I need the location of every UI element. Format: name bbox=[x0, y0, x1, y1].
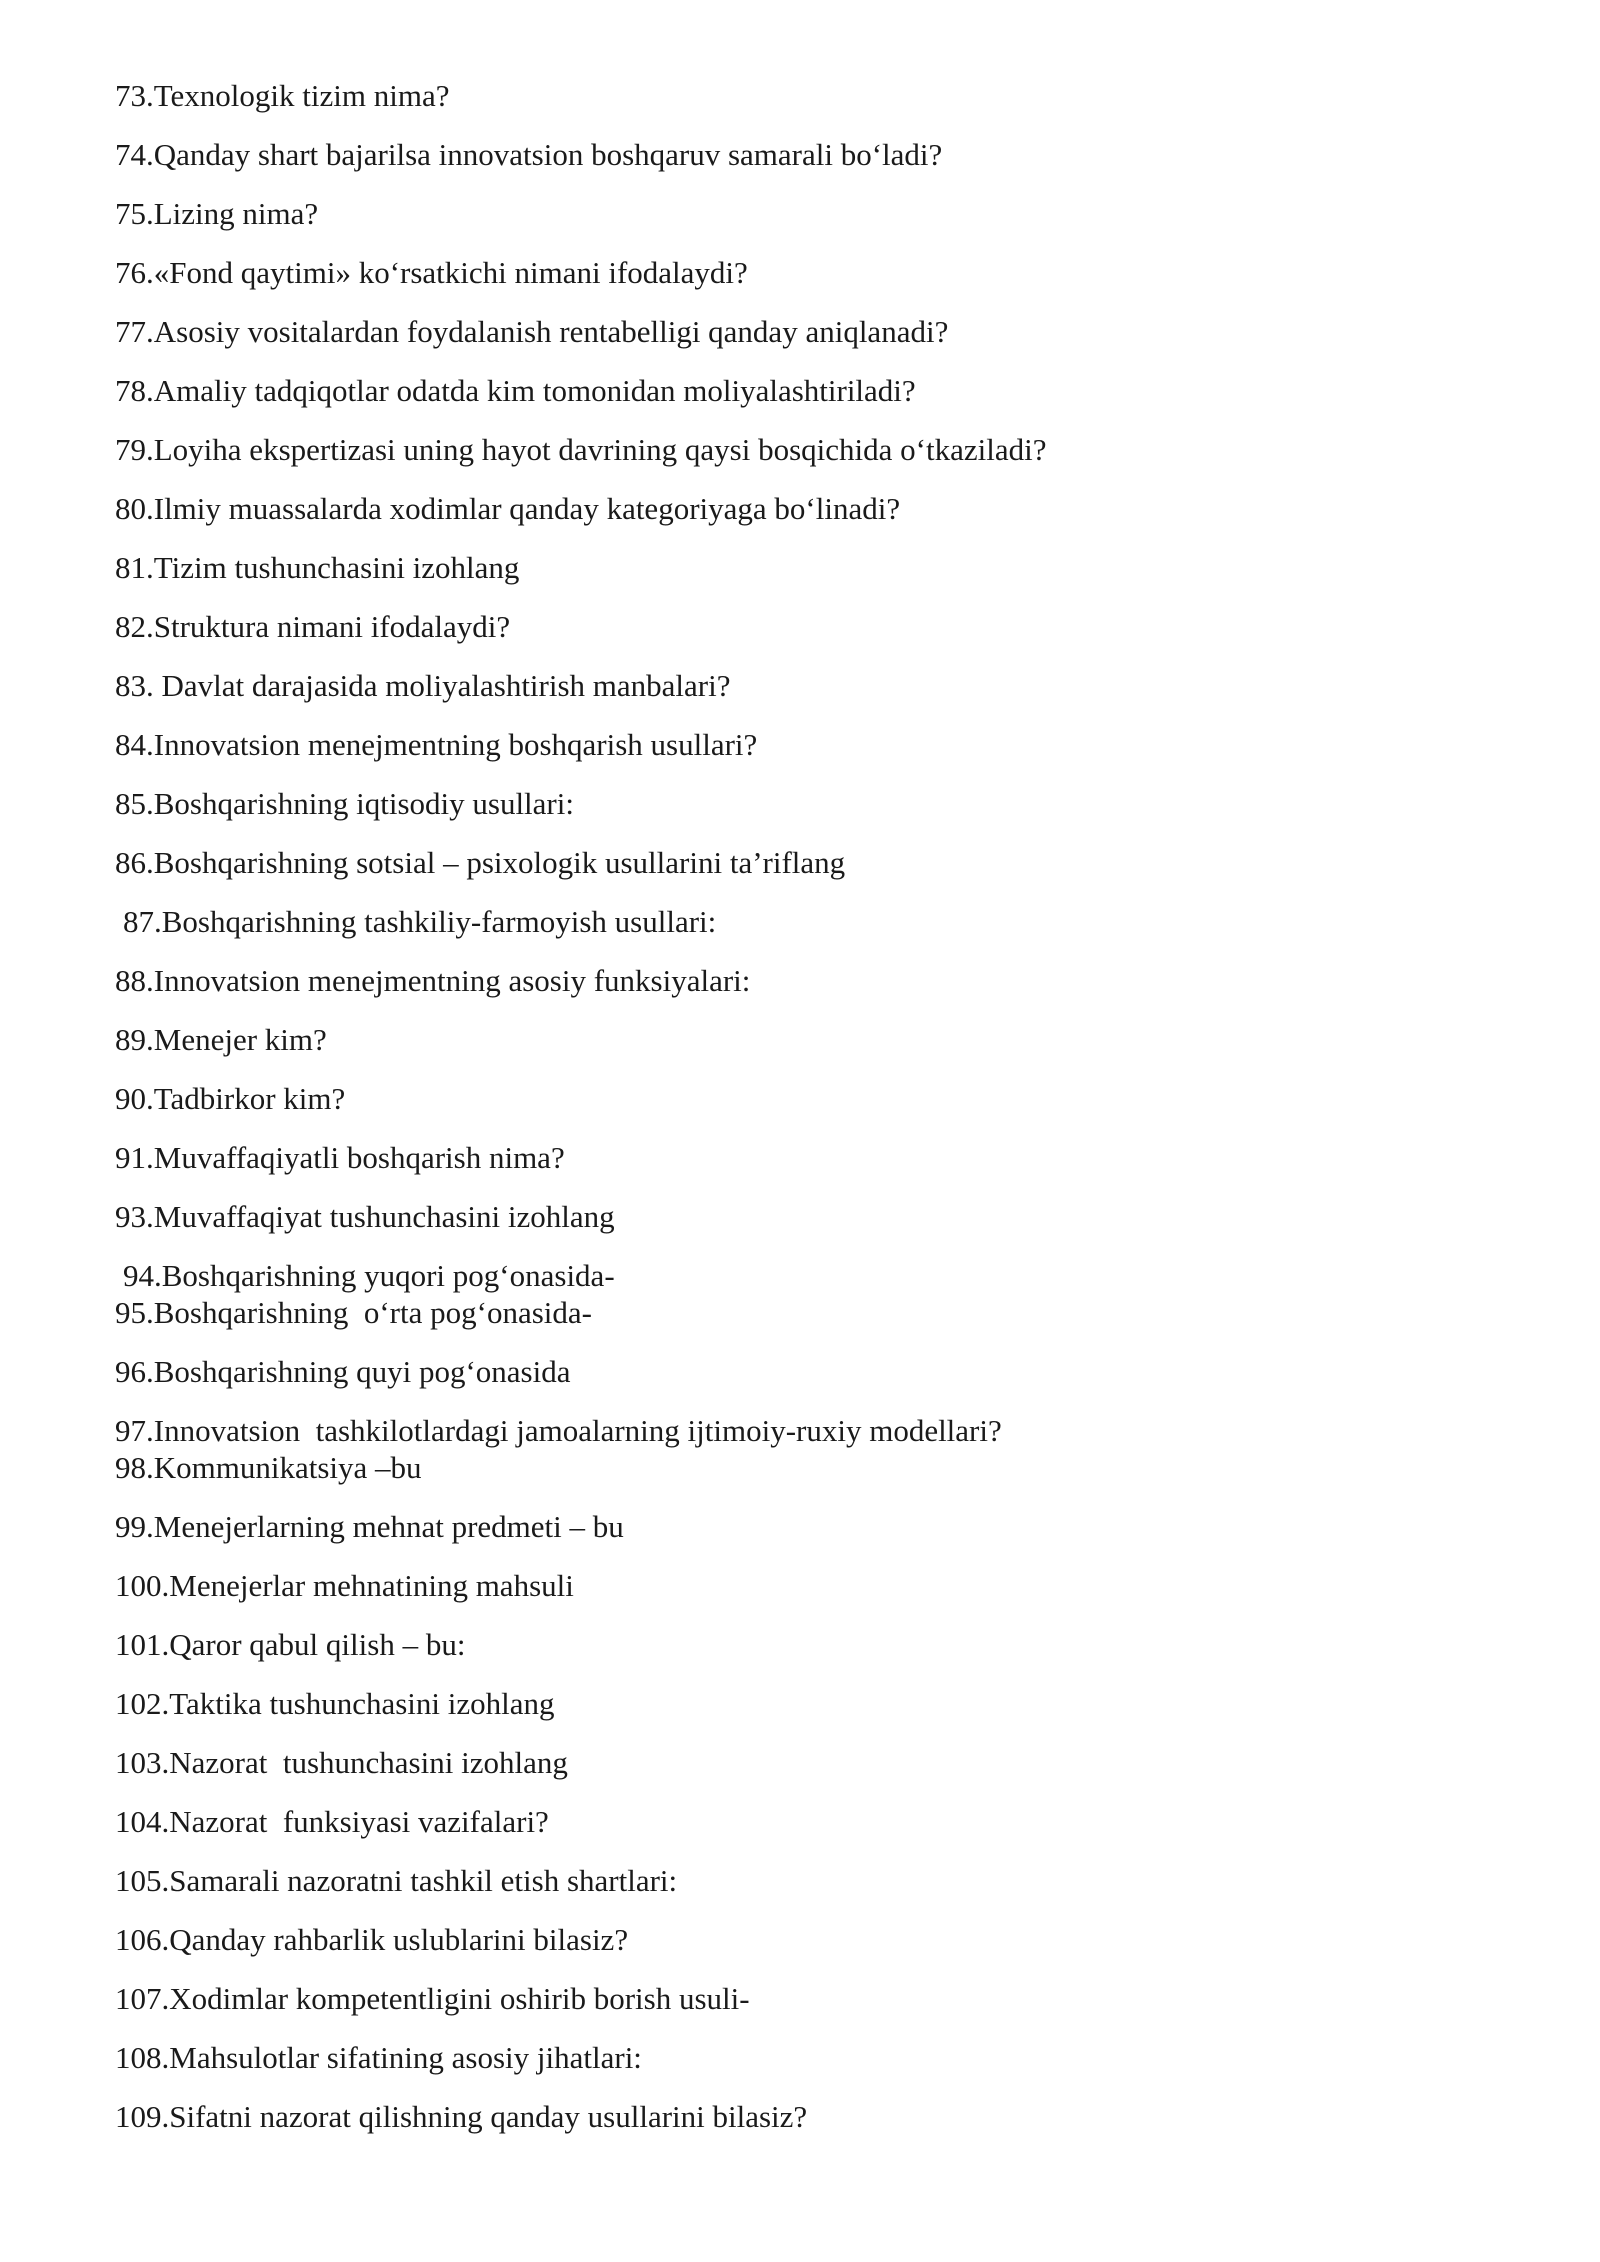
question-line: 76.«Fond qaytimi» ko‘rsatkichi nimani ifodalaydi? bbox=[115, 255, 748, 290]
question-line: 86.Boshqarishning sotsial – psixologik usullarini ta’riflang bbox=[115, 845, 846, 880]
question-line: 82.Struktura nimani ifodalaydi? bbox=[115, 609, 511, 644]
question-line: 84.Innovatsion menejmentning boshqarish usullari? bbox=[115, 727, 758, 762]
question-line: 74.Qanday shart bajarilsa innovatsion boshqaruv samarali bo‘ladi? bbox=[115, 137, 943, 172]
question-line: 90.Tadbirkor kim? bbox=[115, 1081, 346, 1116]
question-line: 89.Menejer kim? bbox=[115, 1022, 327, 1057]
question-line: 80.Ilmiy muassalarda xodimlar qanday kategoriyaga bo‘linadi? bbox=[115, 491, 901, 526]
question-line: 75.Lizing nima? bbox=[115, 196, 319, 231]
question-line: 96.Boshqarishning quyi pog‘onasida bbox=[115, 1354, 571, 1389]
question-line: 77.Asosiy vositalardan foydalanish rentabelligi qanday aniqlanadi? bbox=[115, 314, 949, 349]
question-line: 106.Qanday rahbarlik uslublarini bilasiz? bbox=[115, 1922, 629, 1957]
question-line: 81.Tizim tushunchasini izohlang bbox=[115, 550, 520, 585]
question-line: 98.Kommunikatsiya –bu bbox=[115, 1450, 422, 1485]
question-line: 109.Sifatni nazorat qilishning qanday usullarini bilasiz? bbox=[115, 2099, 808, 2134]
question-line: 102.Taktika tushunchasini izohlang bbox=[115, 1686, 555, 1721]
question-line: 104.Nazorat funksiyasi vazifalari? bbox=[115, 1804, 549, 1839]
question-line: 83. Davlat darajasida moliyalashtirish manbalari? bbox=[115, 668, 731, 703]
question-line: 87.Boshqarishning tashkiliy-farmoyish usullari: bbox=[123, 904, 717, 939]
question-line: 95.Boshqarishning o‘rta pog‘onasida- bbox=[115, 1295, 592, 1330]
question-line: 94.Boshqarishning yuqori pog‘onasida- bbox=[123, 1258, 615, 1293]
question-line: 79.Loyiha ekspertizasi uning hayot davrining qaysi bosqichida o‘tkaziladi? bbox=[115, 432, 1047, 467]
question-line: 85.Boshqarishning iqtisodiy usullari: bbox=[115, 786, 574, 821]
question-line: 100.Menejerlar mehnatining mahsuli bbox=[115, 1568, 574, 1603]
question-line: 73.Texnologik tizim nima? bbox=[115, 78, 450, 113]
question-line: 97.Innovatsion tashkilotlardagi jamoalarning ijtimoiy-ruxiy modellari? bbox=[115, 1413, 1002, 1448]
question-line: 103.Nazorat tushunchasini izohlang bbox=[115, 1745, 568, 1780]
question-line: 108.Mahsulotlar sifatining asosiy jihatlari: bbox=[115, 2040, 642, 2075]
question-line: 78.Amaliy tadqiqotlar odatda kim tomonidan moliyalashtiriladi? bbox=[115, 373, 916, 408]
question-line: 91.Muvaffaqiyatli boshqarish nima? bbox=[115, 1140, 565, 1175]
question-line: 101.Qaror qabul qilish – bu: bbox=[115, 1627, 466, 1662]
question-line: 107.Xodimlar kompetentligini oshirib borish usuli- bbox=[115, 1981, 750, 2016]
question-line: 88.Innovatsion menejmentning asosiy funksiyalari: bbox=[115, 963, 751, 998]
question-line: 105.Samarali nazoratni tashkil etish shartlari: bbox=[115, 1863, 678, 1898]
question-line: 99.Menejerlarning mehnat predmeti – bu bbox=[115, 1509, 624, 1544]
question-line: 93.Muvaffaqiyat tushunchasini izohlang bbox=[115, 1199, 615, 1234]
